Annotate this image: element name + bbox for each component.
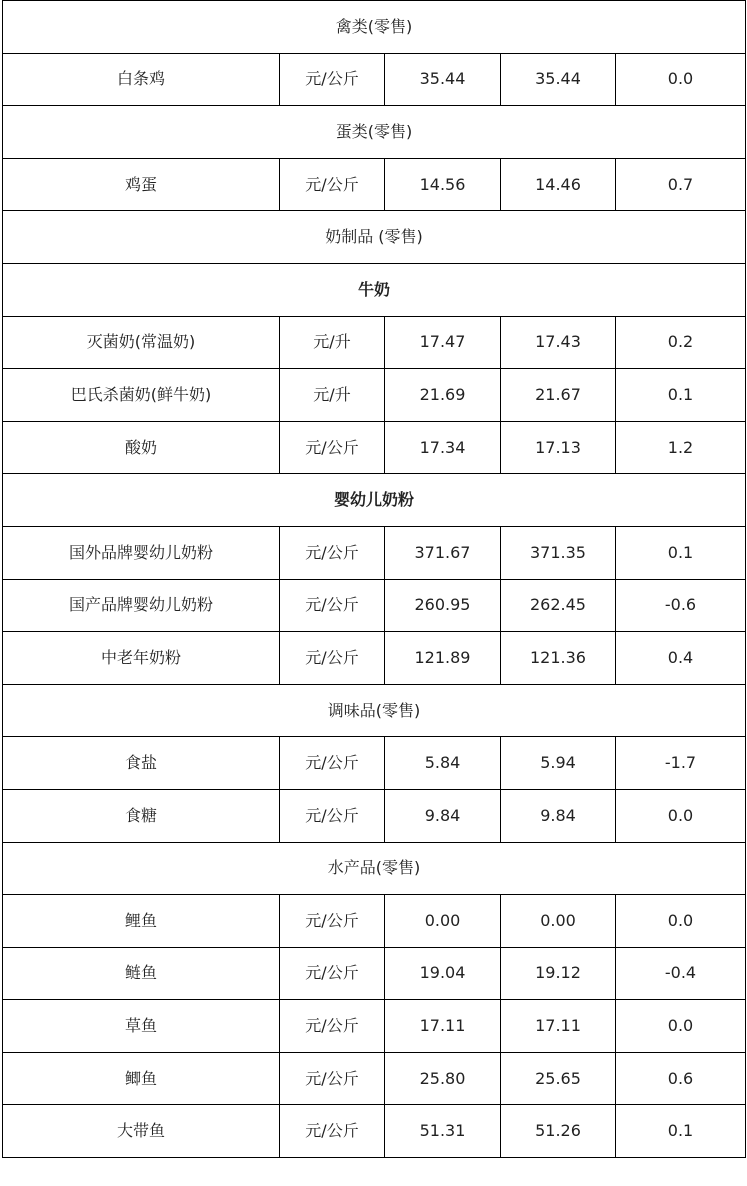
table-row xyxy=(3,1000,746,1053)
item-name-cell: 大带鱼 xyxy=(3,1105,280,1158)
section-header-row xyxy=(3,1,746,54)
current-price-cell: 17.34 xyxy=(385,421,501,474)
table-row xyxy=(3,526,746,579)
section-header-row xyxy=(3,211,746,264)
price-table-body xyxy=(3,1,746,1158)
current-price-cell: 121.89 xyxy=(385,632,501,685)
table-row xyxy=(3,316,746,369)
unit-cell: 元/公斤 xyxy=(280,579,385,632)
unit-cell: 元/公斤 xyxy=(280,421,385,474)
subsection-label: 牛奶 xyxy=(3,263,746,316)
section-header-row xyxy=(3,842,746,895)
subsection-header-row xyxy=(3,263,746,316)
unit-cell: 元/公斤 xyxy=(280,737,385,790)
item-name-cell: 鲫鱼 xyxy=(3,1052,280,1105)
section-label: 奶制品 (零售) xyxy=(3,211,746,264)
unit-cell: 元/公斤 xyxy=(280,1000,385,1053)
current-price-cell: 371.67 xyxy=(385,526,501,579)
unit-cell: 元/公斤 xyxy=(280,53,385,106)
previous-price-cell: 14.46 xyxy=(501,158,616,211)
change-percent-cell: 0.1 xyxy=(616,526,746,579)
current-price-cell: 17.11 xyxy=(385,1000,501,1053)
subsection-label: 婴幼儿奶粉 xyxy=(3,474,746,527)
unit-cell: 元/升 xyxy=(280,316,385,369)
table-row xyxy=(3,1052,746,1105)
previous-price-cell: 17.43 xyxy=(501,316,616,369)
table-row xyxy=(3,421,746,474)
section-header-row xyxy=(3,684,746,737)
item-name-cell: 食盐 xyxy=(3,737,280,790)
change-percent-cell: -1.7 xyxy=(616,737,746,790)
current-price-cell: 9.84 xyxy=(385,789,501,842)
change-percent-cell: 0.0 xyxy=(616,53,746,106)
previous-price-cell: 25.65 xyxy=(501,1052,616,1105)
item-name-cell: 鲤鱼 xyxy=(3,895,280,948)
previous-price-cell: 17.13 xyxy=(501,421,616,474)
current-price-cell: 0.00 xyxy=(385,895,501,948)
unit-cell: 元/公斤 xyxy=(280,158,385,211)
unit-cell: 元/公斤 xyxy=(280,526,385,579)
table-row xyxy=(3,1105,746,1158)
item-name-cell: 鸡蛋 xyxy=(3,158,280,211)
item-name-cell: 国外品牌婴幼儿奶粉 xyxy=(3,526,280,579)
previous-price-cell: 121.36 xyxy=(501,632,616,685)
change-percent-cell: 0.1 xyxy=(616,1105,746,1158)
change-percent-cell: 1.2 xyxy=(616,421,746,474)
previous-price-cell: 17.11 xyxy=(501,1000,616,1053)
table-row xyxy=(3,632,746,685)
previous-price-cell: 9.84 xyxy=(501,789,616,842)
unit-cell: 元/公斤 xyxy=(280,1052,385,1105)
unit-cell: 元/公斤 xyxy=(280,632,385,685)
item-name-cell: 草鱼 xyxy=(3,1000,280,1053)
table-row xyxy=(3,579,746,632)
change-percent-cell: 0.4 xyxy=(616,632,746,685)
current-price-cell: 21.69 xyxy=(385,369,501,422)
change-percent-cell: -0.4 xyxy=(616,947,746,1000)
section-label: 蛋类(零售) xyxy=(3,106,746,159)
previous-price-cell: 51.26 xyxy=(501,1105,616,1158)
previous-price-cell: 35.44 xyxy=(501,53,616,106)
previous-price-cell: 5.94 xyxy=(501,737,616,790)
change-percent-cell: 0.0 xyxy=(616,789,746,842)
section-label: 禽类(零售) xyxy=(3,1,746,54)
unit-cell: 元/公斤 xyxy=(280,1105,385,1158)
previous-price-cell: 371.35 xyxy=(501,526,616,579)
table-row xyxy=(3,53,746,106)
change-percent-cell: -0.6 xyxy=(616,579,746,632)
table-row xyxy=(3,158,746,211)
current-price-cell: 5.84 xyxy=(385,737,501,790)
table-row xyxy=(3,947,746,1000)
table-row xyxy=(3,369,746,422)
current-price-cell: 35.44 xyxy=(385,53,501,106)
current-price-cell: 14.56 xyxy=(385,158,501,211)
change-percent-cell: 0.6 xyxy=(616,1052,746,1105)
change-percent-cell: 0.7 xyxy=(616,158,746,211)
item-name-cell: 食糖 xyxy=(3,789,280,842)
unit-cell: 元/公斤 xyxy=(280,895,385,948)
previous-price-cell: 262.45 xyxy=(501,579,616,632)
previous-price-cell: 21.67 xyxy=(501,369,616,422)
current-price-cell: 19.04 xyxy=(385,947,501,1000)
item-name-cell: 国产品牌婴幼儿奶粉 xyxy=(3,579,280,632)
item-name-cell: 白条鸡 xyxy=(3,53,280,106)
unit-cell: 元/公斤 xyxy=(280,789,385,842)
table-row xyxy=(3,789,746,842)
change-percent-cell: 0.2 xyxy=(616,316,746,369)
unit-cell: 元/公斤 xyxy=(280,947,385,1000)
section-header-row xyxy=(3,106,746,159)
item-name-cell: 灭菌奶(常温奶) xyxy=(3,316,280,369)
unit-cell: 元/升 xyxy=(280,369,385,422)
table-row xyxy=(3,737,746,790)
item-name-cell: 鲢鱼 xyxy=(3,947,280,1000)
change-percent-cell: 0.0 xyxy=(616,1000,746,1053)
current-price-cell: 17.47 xyxy=(385,316,501,369)
price-table xyxy=(2,0,746,1158)
section-label: 水产品(零售) xyxy=(3,842,746,895)
change-percent-cell: 0.0 xyxy=(616,895,746,948)
previous-price-cell: 0.00 xyxy=(501,895,616,948)
item-name-cell: 酸奶 xyxy=(3,421,280,474)
previous-price-cell: 19.12 xyxy=(501,947,616,1000)
table-row xyxy=(3,895,746,948)
current-price-cell: 260.95 xyxy=(385,579,501,632)
subsection-header-row xyxy=(3,474,746,527)
change-percent-cell: 0.1 xyxy=(616,369,746,422)
section-label: 调味品(零售) xyxy=(3,684,746,737)
current-price-cell: 51.31 xyxy=(385,1105,501,1158)
item-name-cell: 巴氏杀菌奶(鲜牛奶) xyxy=(3,369,280,422)
item-name-cell: 中老年奶粉 xyxy=(3,632,280,685)
current-price-cell: 25.80 xyxy=(385,1052,501,1105)
